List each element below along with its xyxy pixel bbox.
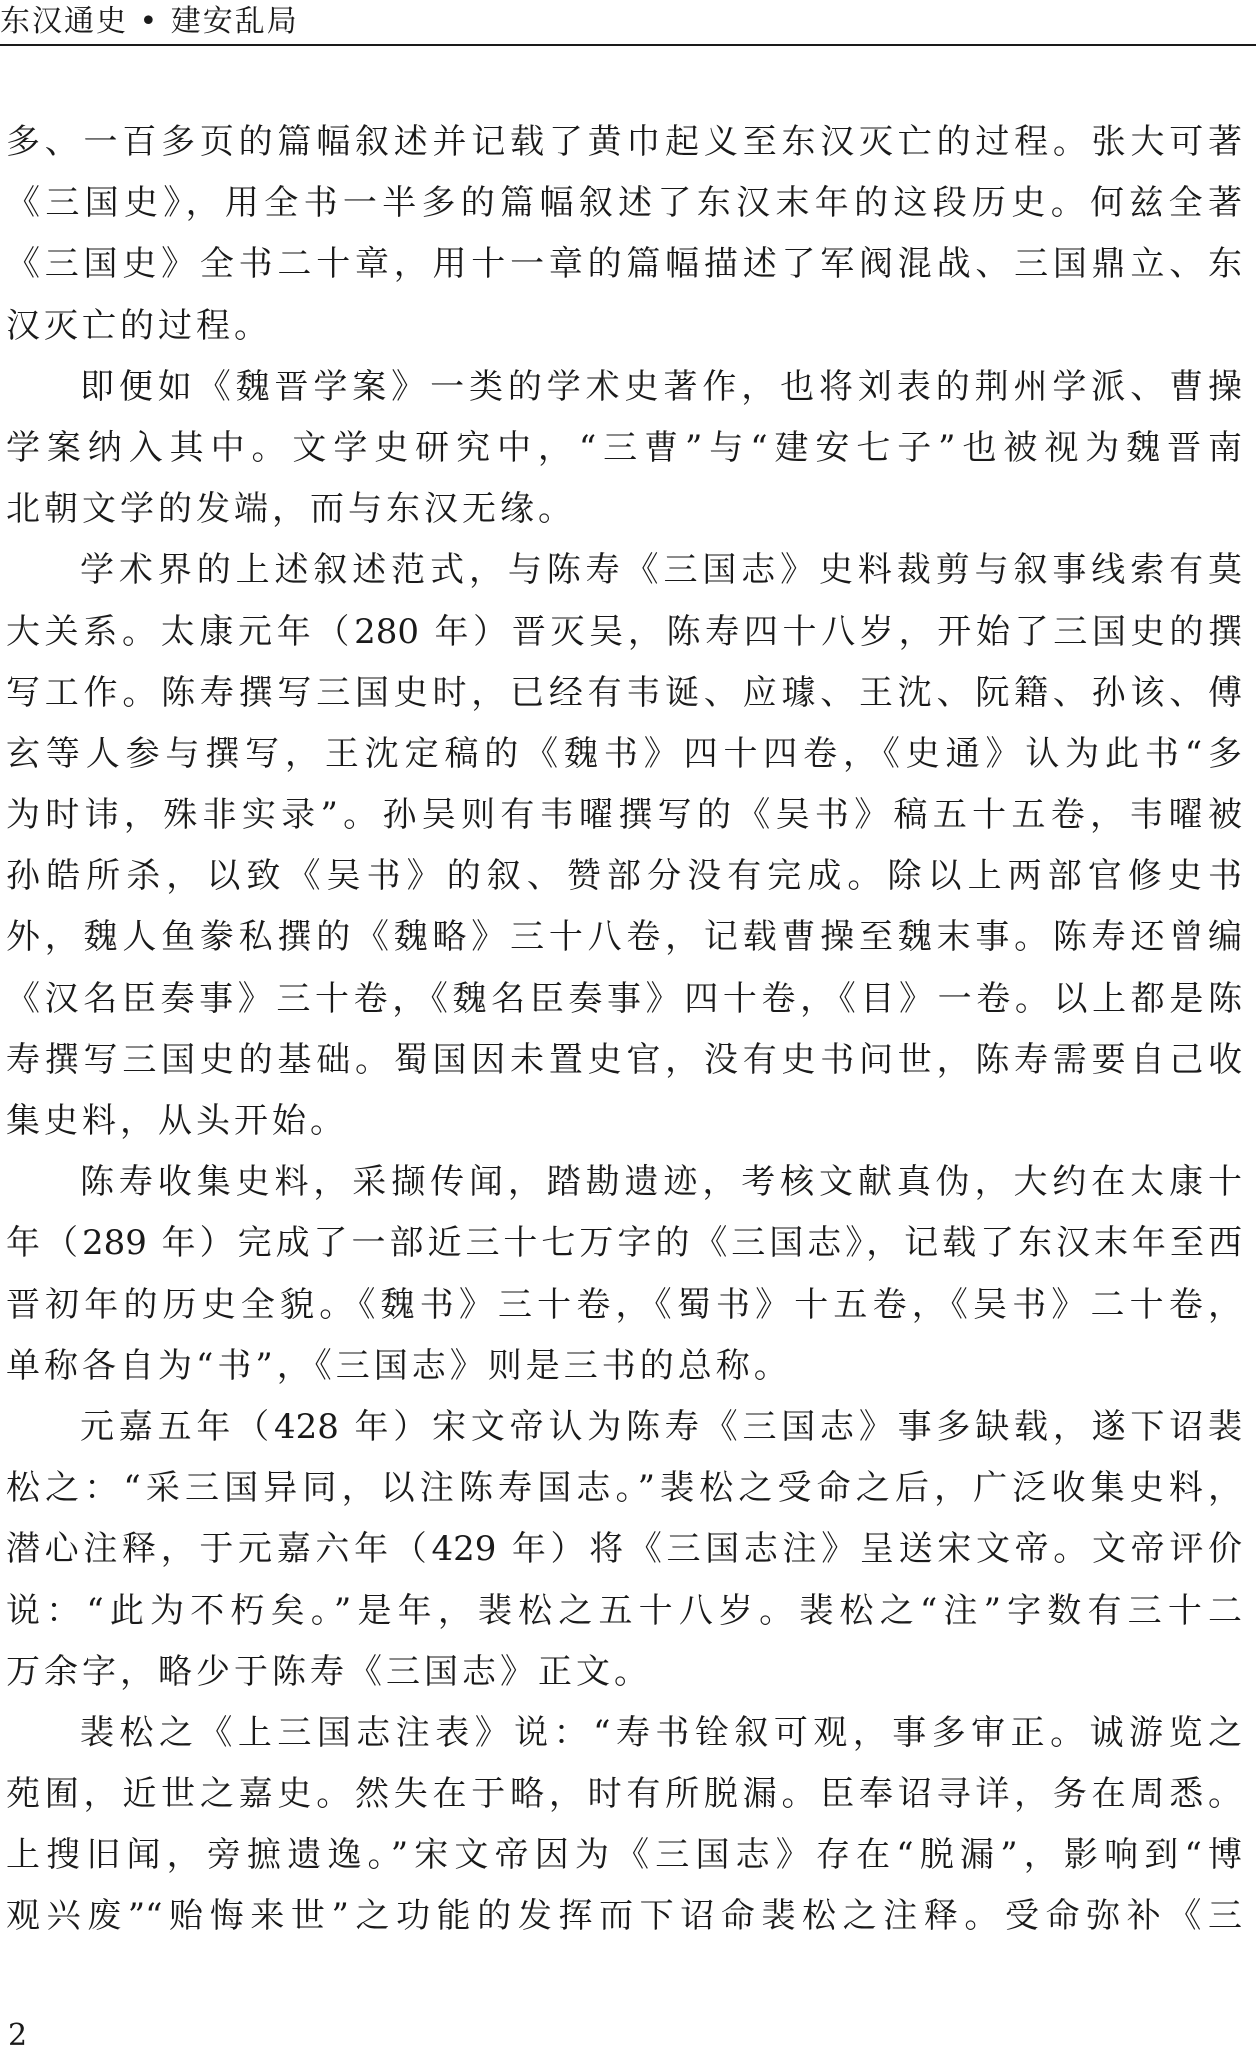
text-line: 学术界的上述叙述范式，与陈寿《三国志》史料裁剪与叙事线索有莫 — [80, 550, 1242, 591]
text-line: 《三国史》全书二十章，用十一章的篇幅描述了军阀混战、三国鼎立、东 — [6, 244, 1242, 285]
text-line: 晋初年的历史全貌。《魏书》三十卷，《蜀书》十五卷，《吴书》二十卷， — [6, 1284, 1242, 1325]
text-line: 《三国史》，用全书一半多的篇幅叙述了东汉末年的这段历史。何兹全著 — [6, 183, 1242, 224]
text-line: 上搜旧闻，旁摭遗逸。”宋文帝因为《三国志》存在“脱漏”，影响到“博 — [6, 1835, 1242, 1876]
text-line: 松之：“采三国异同，以注陈寿国志。”裴松之受命之后，广泛收集史料， — [6, 1468, 1242, 1509]
text-line: 《汉名臣奏事》三十卷，《魏名臣奏事》四十卷，《目》一卷。以上都是陈 — [6, 978, 1242, 1019]
text-line: 汉灭亡的过程。 — [6, 305, 272, 346]
text-line: 单称各自为“书”，《三国志》则是三书的总称。 — [6, 1345, 792, 1386]
text-line: 外，魏人鱼豢私撰的《魏略》三十八卷，记载曹操至魏末事。陈寿还曾编 — [6, 917, 1242, 958]
text-line: 元嘉五年（428 年）宋文帝认为陈寿《三国志》事多缺载，遂下诏裴 — [80, 1406, 1242, 1447]
page-number: 2 — [8, 2018, 28, 2053]
text-line: 北朝文学的发端，而与东汉无缘。 — [6, 489, 576, 530]
text-line: 寿撰写三国史的基础。蜀国因未置史官，没有史书问世，陈寿需要自己收 — [6, 1039, 1242, 1080]
text-line: 孙皓所杀，以致《吴书》的叙、赞部分没有完成。除以上两部官修史书 — [6, 856, 1242, 897]
text-line: 写工作。陈寿撰写三国史时，已经有韦诞、应璩、王沈、阮籍、孙该、傅 — [6, 672, 1242, 713]
running-head-title: 东汉通史 • 建安乱局 — [0, 4, 299, 39]
header-rule — [0, 44, 1256, 46]
body-text — [6, 112, 1242, 1948]
text-line: 潜心注释，于元嘉六年（429 年）将《三国志注》呈送宋文帝。文帝评价 — [6, 1529, 1242, 1570]
text-line: 大关系。太康元年（280 年）晋灭吴，陈寿四十八岁，开始了三国史的撰 — [6, 611, 1242, 652]
text-line: 说：“此为不朽矣。”是年，裴松之五十八岁。裴松之“注”字数有三十二 — [6, 1590, 1242, 1631]
text-line: 多、一百多页的篇幅叙述并记载了黄巾起义至东汉灭亡的过程。张大可著 — [6, 122, 1242, 162]
text-line: 为时讳，殊非实录”。孙吴则有韦曜撰写的《吴书》稿五十五卷，韦曜被 — [6, 795, 1242, 836]
text-line: 苑囿，近世之嘉史。然失在于略，时有所脱漏。臣奉诏寻详，务在周悉。 — [6, 1774, 1242, 1815]
text-line: 万余字，略少于陈寿《三国志》正文。 — [6, 1651, 652, 1692]
text-line: 即便如《魏晋学案》一类的学术史著作，也将刘表的荆州学派、曹操 — [80, 366, 1242, 407]
text-line: 学案纳入其中。文学史研究中，“三曹”与“建安七子”也被视为魏晋南 — [6, 427, 1242, 468]
text-line: 裴松之《上三国志注表》说：“寿书铨叙可观，事多审正。诚游览之 — [80, 1712, 1242, 1753]
text-line: 玄等人参与撰写，王沈定稿的《魏书》四十四卷，《史通》认为此书“多 — [6, 733, 1242, 774]
text-line: 集史料，从头开始。 — [6, 1101, 348, 1141]
text-line: 陈寿收集史料，采撷传闻，踏勘遗迹，考核文献真伪，大约在太康十 — [80, 1162, 1242, 1203]
text-line: 年（289 年）完成了一部近三十七万字的《三国志》，记载了东汉末年至西 — [6, 1223, 1242, 1264]
text-line: 观兴废”“贻悔来世”之功能的发挥而下诏命裴松之注释。受命弥补《三 — [6, 1896, 1242, 1937]
